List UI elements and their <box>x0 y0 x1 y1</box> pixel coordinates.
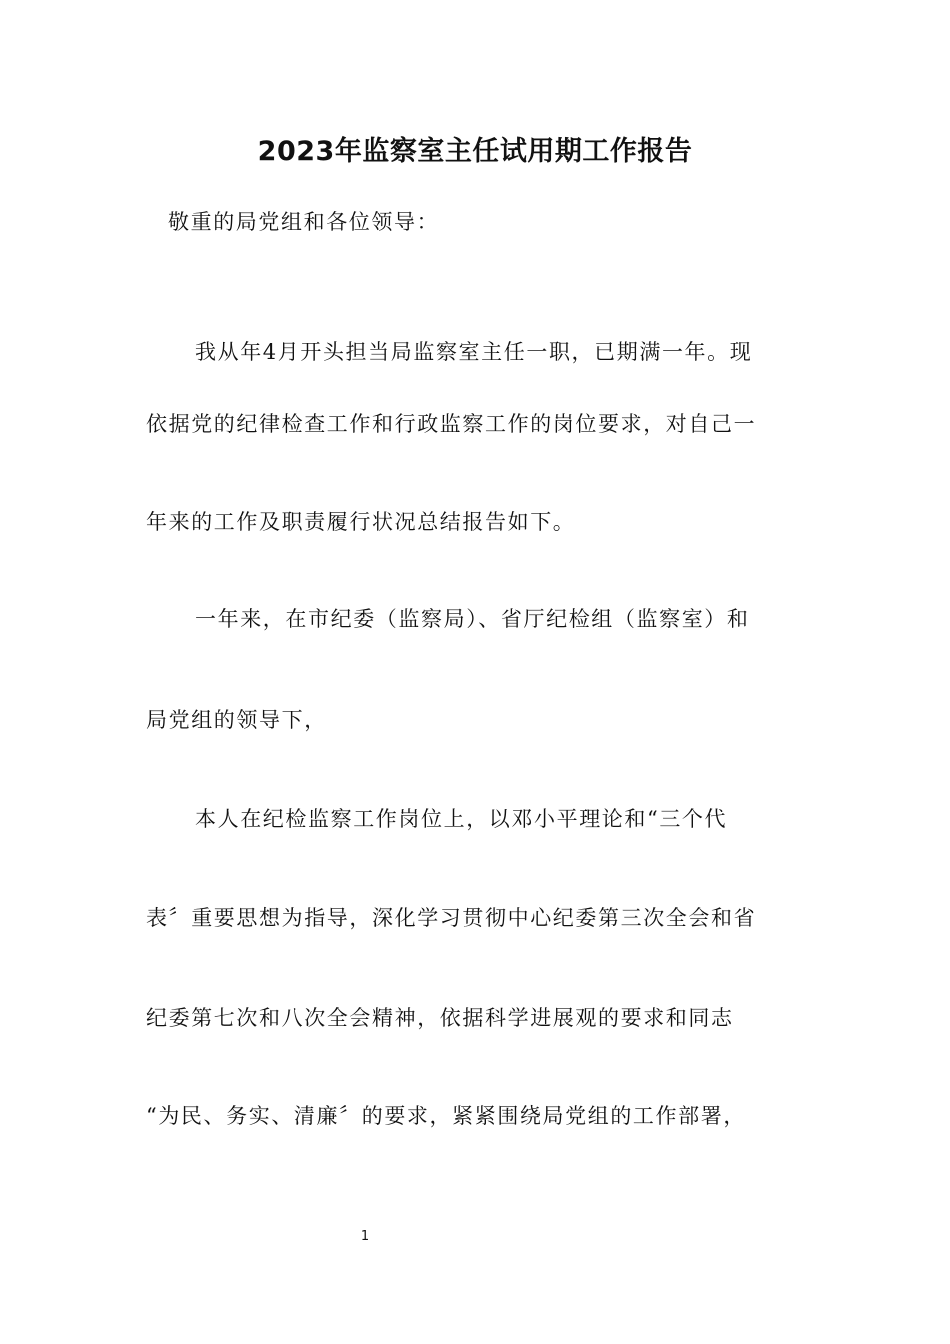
paragraph-line: 年来的工作及职责履行状况总结报告如下。 <box>146 510 576 534</box>
paragraph-line: 本人在纪检监察工作岗位上，以邓小平理论和“三个代 <box>195 807 728 831</box>
paragraph-line: “为民、务实、清廉〞的要求，紧紧围绕局党组的工作部署， <box>146 1104 746 1128</box>
paragraph-line: 依据党的纪律检查工作和行政监察工作的岗位要求，对自己一 <box>146 412 757 436</box>
salutation: 敬重的局党组和各位领导： <box>168 210 440 234</box>
paragraph-line: 局党组的领导下， <box>146 708 327 732</box>
paragraph-line: 我从年4月开头担当局监察室主任一职，已期满一年。现 <box>195 340 753 364</box>
paragraph-line: 纪委第七次和八次全会精神，依据科学进展观的要求和同志 <box>146 1006 734 1030</box>
paragraph-line: 表〞重要思想为指导，深化学习贯彻中心纪委第三次全会和省 <box>146 906 757 930</box>
paragraph-line: 一年来，在市纪委（监察局）、省厅纪检组（监察室）和 <box>195 607 750 631</box>
document-title: 2023年监察室主任试用期工作报告 <box>257 136 693 167</box>
page-number: 1 <box>360 1229 370 1244</box>
